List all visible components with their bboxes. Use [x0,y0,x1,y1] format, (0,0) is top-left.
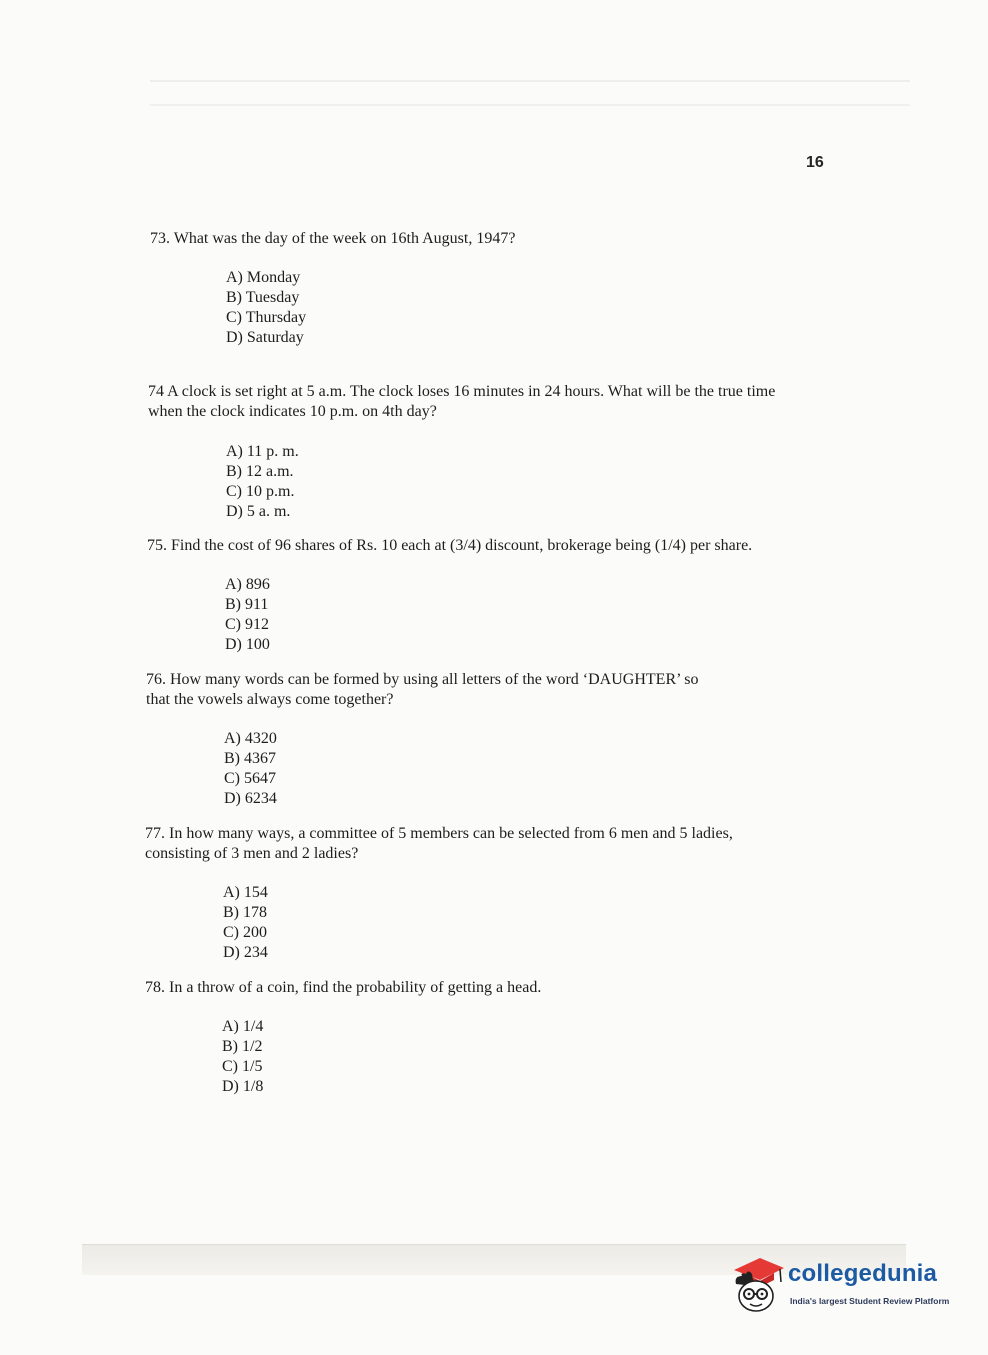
option-d: D) 100 [225,636,270,653]
question-74 [148,382,848,522]
answer-options [222,1017,922,1097]
option-a: A) 11 p. m. [226,443,299,460]
option-d: D) 6234 [224,790,277,807]
logo-tagline: India's largest Student Review Platform [790,1296,950,1306]
student-mascot-icon [730,1254,786,1314]
question-text: 77. In how many ways, a committee of 5 members can be selected from 6 men and 5 ladies, consisting of 3 men and 2 ladies? [145,825,733,862]
logo-wordmark: collegedunia [788,1260,938,1287]
question-text: 78. In a throw of a coin, find the probability of getting a head. [145,979,542,996]
option-b: B) 12 a.m. [226,463,294,480]
option-a: A) 1/4 [222,1018,264,1035]
option-b: B) 1/2 [222,1038,263,1055]
option-b: B) 911 [225,596,269,613]
question-77 [145,824,845,963]
option-c: C) 912 [225,616,269,633]
answer-options [225,575,925,655]
option-d: D) 5 a. m. [226,503,291,520]
question-text: 73. What was the day of the week on 16th August, 1947? [150,230,516,247]
answer-options [223,883,923,963]
option-d: D) 234 [223,944,268,961]
option-a: A) 896 [225,576,270,593]
option-a: A) 154 [223,884,268,901]
option-c: C) 200 [223,924,267,941]
question-76 [146,670,846,809]
option-c: C) 5647 [224,770,276,787]
option-a: A) 4320 [224,730,277,747]
option-d: D) Saturday [226,329,304,346]
scan-artifact [150,104,910,106]
question-73 [150,229,850,348]
question-text: 74 A clock is set right at 5 a.m. The clock loses 16 minutes in 24 hours. What will be the true time when the clock indicates 10 p.m. on 4th day? [148,383,776,420]
option-a: A) Monday [226,269,301,286]
question-78 [145,978,845,1097]
question-75 [147,536,847,655]
option-c: C) Thursday [226,309,307,326]
option-d: D) 1/8 [222,1078,264,1095]
collegedunia-logo [730,1250,960,1322]
answer-options [226,268,926,348]
option-b: B) 178 [223,904,267,921]
option-b: B) 4367 [224,750,276,767]
option-c: C) 10 p.m. [226,483,295,500]
option-b: B) Tuesday [226,289,300,306]
question-text: 75. Find the cost of 96 shares of Rs. 10 each at (3/4) discount, brokerage being (1/4) per share. [147,537,753,554]
option-c: C) 1/5 [222,1058,263,1075]
question-text: 76. How many words can be formed by using all letters of the word ‘DAUGHTER’ so that the vowels always come together? [146,671,699,708]
answer-options [226,442,926,522]
answer-options [224,729,924,809]
scan-artifact [150,80,910,82]
page-number: 16 [806,154,824,171]
